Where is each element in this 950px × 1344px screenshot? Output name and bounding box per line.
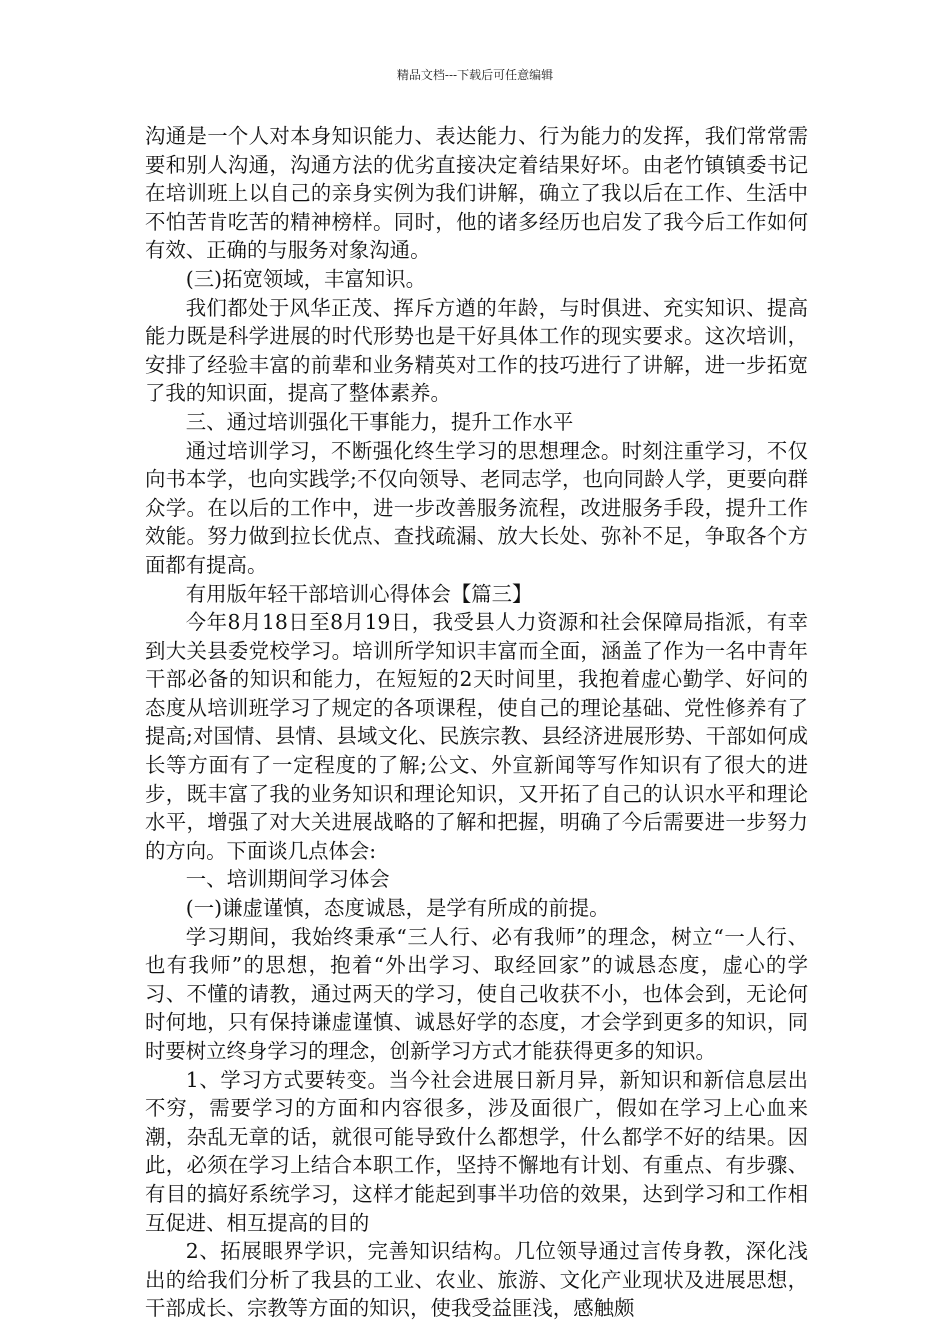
- section-heading: 三、通过培训强化干事能力，提升工作水平: [185, 409, 574, 434]
- article-title: 有用版年轻干部培训心得体会【篇三】: [185, 581, 533, 606]
- paragraph: 今年8月18日至8月19日，我受县人力资源和社会保障局指派，有幸到大关县委党校学习。培训所学知识丰富而全面，涵盖了作为一名中青年干部必备的知识和能力，在短短的2天时间里，我抱着虚心勤学、好问的态度从培训班学习了规定的各项课程，使自己的理论基础、党性修养有了提高;对国情、县情、县域文化、民族宗教、县经济进展形势、干部如何成长等方面有了一定程度的了解;公文、外宣新闻等写作知识有了很大的进步，既丰富了我的业务知识和理论知识，又开拓了自己的认识水平和理论水平，增强了对大关进展战略的了解和把握，明确了今后需要进一步努力的方向。下面谈几点体会:: [145, 610, 808, 863]
- paragraph: 沟通是一个人对本身知识能力、表达能力、行为能力的发挥，我们常常需要和别人沟通，沟通方法的优劣直接决定着结果好坏。由老竹镇镇委书记在培训班上以自己的亲身实例为我们讲解，确立了我以后在工作、生活中不怕苦肯吃苦的精神榜样。同时，他的诸多经历也启发了我今后工作如何有效、正确的与服务对象沟通。: [145, 124, 808, 263]
- paragraph: 学习期间，我始终秉承“三人行、必有我师”的理念，树立“一人行、也有我师”的思想，抱着“外出学习、取经回家”的诚恳态度，虚心的学习、不懂的请教，通过两天的学习，使自己收获不小，也体会到，无论何时何地，只有保持谦虚谨慎、诚恳好学的态度，才会学到更多的知识，同时要树立终身学习的理念，创新学习方式才能获得更多的知识。: [145, 924, 808, 1063]
- paragraph: (三)拓宽领域，丰富知识。: [185, 266, 427, 291]
- subsection-heading: (一)谦虚谨慎，态度诚恳，是学有所成的前提。: [185, 896, 610, 921]
- paragraph: 1、学习方式要转变。当今社会进展日新月异，新知识和新信息层出不穷，需要学习的方面和内容很多，涉及面很广，假如在学习上心血来潮，杂乱无章的话，就很可能导致什么都想学，什么都学不好的结果。因此，必须在学习上结合本职工作，坚持不懈地有计划、有重点、有步骤、有目的搞好系统学习，这样才能起到事半功倍的效果，达到学习和工作相互促进、相互提高的目的: [145, 1067, 808, 1235]
- page-header: 精品文档---下载后可任意编辑: [396, 68, 554, 82]
- paragraph: 通过培训学习，不断强化终生学习的思想理念。时刻注重学习，不仅向书本学，也向实践学;不仅向领导、老同志学，也向同龄人学，更要向群众学。在以后的工作中，进一步改善服务流程，改进服务手段，提升工作效能。努力做到拉长优点、查找疏漏、放大长处、弥补不足，争取各个方面都有提高。: [145, 438, 808, 577]
- paragraph: 2、拓展眼界学识，完善知识结构。几位领导通过言传身教，深化浅出的给我们分析了我县的工业、农业、旅游、文化产业现状及进展思想，干部成长、宗教等方面的知识，使我受益匪浅，感触颇: [145, 1239, 808, 1321]
- paragraph: 我们都处于风华正茂、挥斥方遒的年龄，与时俱进、充实知识、提高能力既是科学进展的时代形势也是干好具体工作的现实要求。这次培训，安排了经验丰富的前辈和业务精英对工作的技巧进行了讲解，进一步拓宽了我的知识面，提高了整体素养。: [145, 295, 808, 406]
- section-heading: 一、培训期间学习体会: [185, 867, 390, 892]
- document-body: [145, 122, 808, 1323]
